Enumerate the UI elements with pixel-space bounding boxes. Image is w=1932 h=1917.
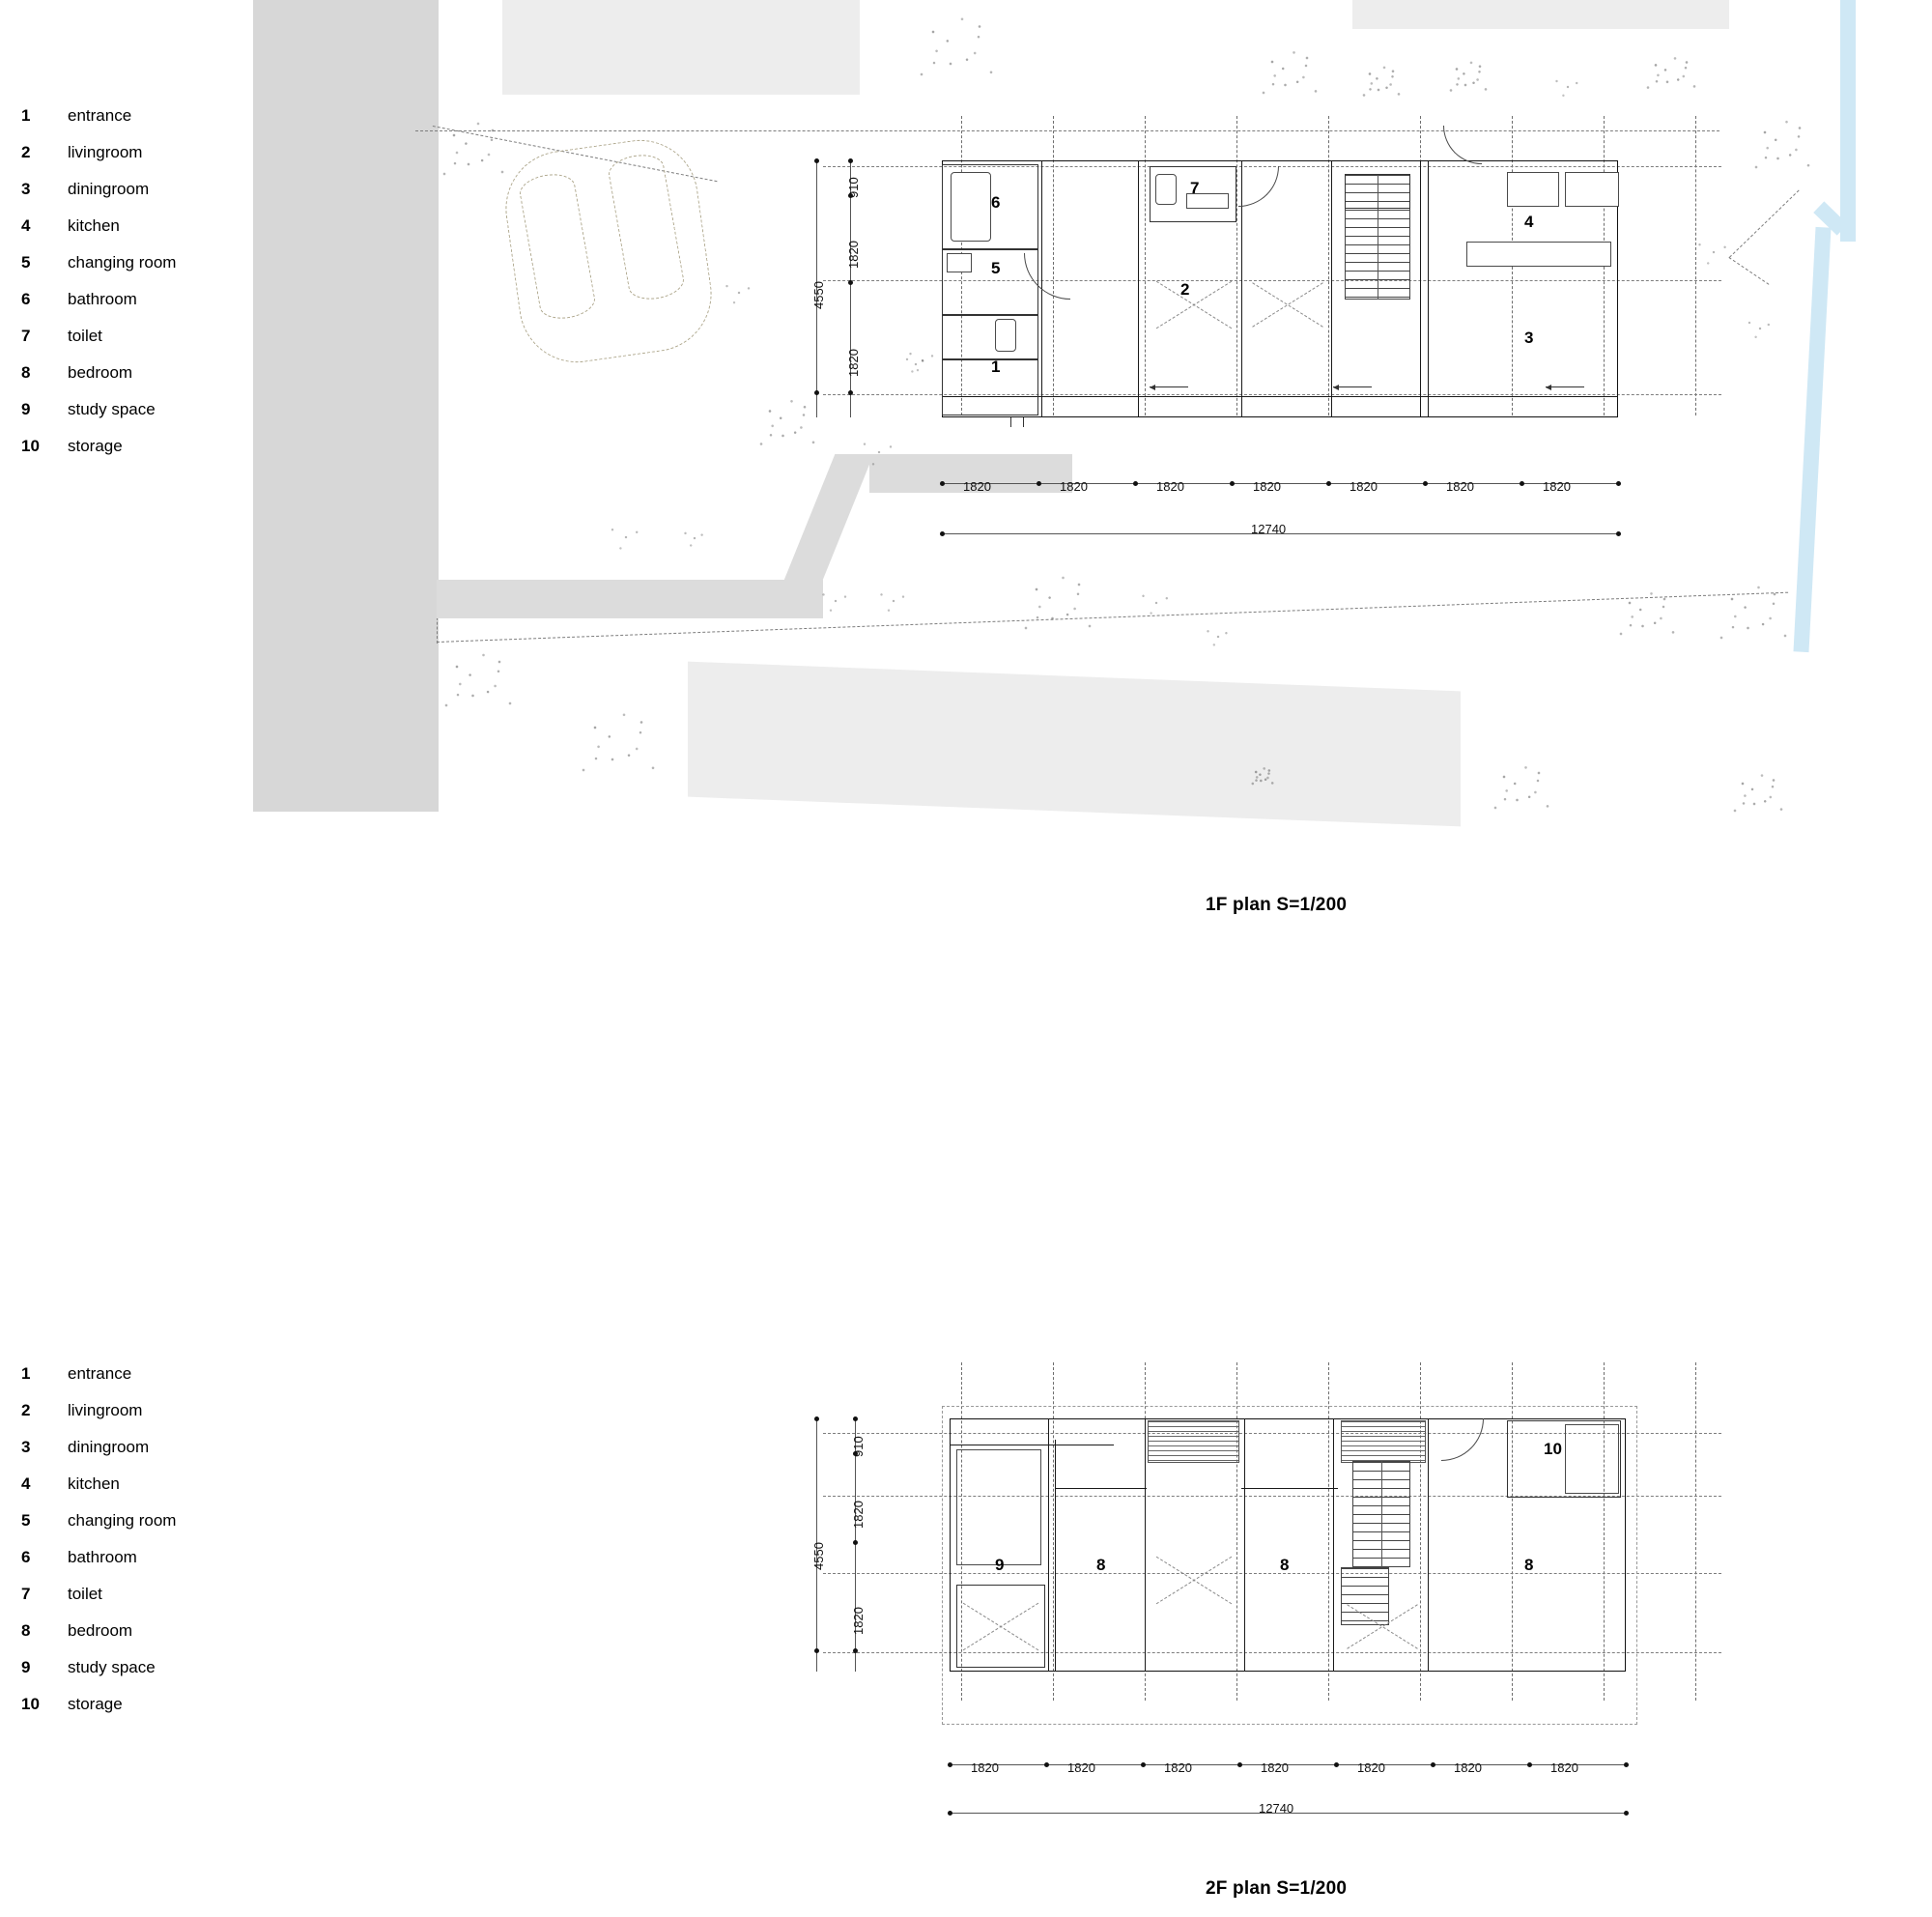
legend-number: 5 [21, 1511, 31, 1530]
legend-label: changing room [68, 253, 177, 272]
partition [1333, 1418, 1334, 1672]
tree [560, 696, 676, 802]
legend-number: 7 [21, 1585, 31, 1603]
stair-landing [1345, 174, 1410, 209]
legend-item [0, 437, 251, 473]
shrub [1686, 227, 1742, 277]
room-entrance [942, 359, 1038, 415]
legend-label: entrance [68, 106, 132, 125]
dim-bay-vertical: 1820 [846, 349, 861, 377]
legend-number: 3 [21, 1438, 31, 1456]
tree [1633, 48, 1710, 104]
dim-tick [1237, 1762, 1242, 1767]
partition [1331, 160, 1332, 417]
dim-bay: 1820 [1261, 1760, 1289, 1775]
legend-2f [0, 1364, 251, 1731]
closet-marker [1341, 1585, 1424, 1668]
dim-overall: 12740 [1259, 1801, 1294, 1816]
partition [1055, 1440, 1056, 1672]
room-number: 7 [1190, 179, 1200, 197]
legend-number: 7 [21, 327, 31, 345]
legend-label: kitchen [68, 216, 120, 235]
dim-tick [1037, 481, 1041, 486]
legend-number: 9 [21, 1658, 31, 1676]
grid-line [1695, 1362, 1696, 1701]
dim-tick [814, 390, 819, 395]
dim-bay: 1820 [1253, 479, 1281, 494]
tree [1739, 106, 1826, 193]
sink-counter [1507, 172, 1559, 207]
legend-item [0, 1548, 251, 1585]
legend-item [0, 1585, 251, 1621]
dim-tick [814, 158, 819, 163]
legend-label: livingroom [68, 1401, 143, 1419]
room-number: 5 [991, 259, 1001, 277]
dim-tick [1133, 481, 1138, 486]
legend-label: livingroom [68, 143, 143, 161]
tree [1352, 58, 1410, 111]
legend-label: storage [68, 437, 123, 455]
tree [1246, 39, 1333, 116]
legend-number: 10 [21, 437, 40, 455]
dim-bay-vertical: 910 [846, 177, 861, 198]
legend-number: 5 [21, 253, 31, 272]
dim-bay: 1820 [1350, 479, 1378, 494]
legend-label: toilet [68, 1585, 102, 1603]
dim-tick [1334, 1762, 1339, 1767]
legend-number: 8 [21, 363, 31, 382]
dim-bay: 1820 [1357, 1760, 1385, 1775]
dim-bay: 1820 [1550, 1760, 1578, 1775]
dim-tick [1520, 481, 1524, 486]
dim-tick [948, 1762, 952, 1767]
legend-item [0, 1401, 251, 1438]
legend-label: entrance [68, 1364, 132, 1383]
dim-tick [814, 1416, 819, 1421]
shrub [1198, 618, 1238, 655]
wc-fixture [995, 319, 1016, 352]
partition [1138, 160, 1139, 417]
grid-line [415, 130, 1719, 131]
tree [744, 386, 831, 469]
dim-tick [1141, 1762, 1146, 1767]
legend-item [0, 143, 251, 180]
legend-number: 2 [21, 1401, 31, 1419]
dim-overall-vertical: 4550 [811, 281, 826, 309]
legend-label: study space [68, 1658, 156, 1676]
door-swing [1443, 126, 1482, 164]
tree [1604, 580, 1690, 657]
legend-number: 10 [21, 1695, 40, 1713]
site-block-left [253, 0, 439, 812]
dim-tick [1616, 531, 1621, 536]
legend-number: 6 [21, 1548, 31, 1566]
dim-bay: 1820 [963, 479, 991, 494]
legend-item [0, 1511, 251, 1548]
dim-tick [853, 1648, 858, 1653]
dim-tick [1230, 481, 1235, 486]
legend-label: kitchen [68, 1474, 120, 1493]
legend-item [0, 1658, 251, 1695]
cooktop-counter [1565, 172, 1619, 207]
legend-label: bathroom [68, 290, 137, 308]
caption-2f: 2F plan S=1/200 [1206, 1878, 1348, 1899]
legend-number: 2 [21, 143, 31, 161]
legend-label: bedroom [68, 1621, 133, 1640]
dim-bay: 1820 [1156, 479, 1184, 494]
room-number: 1 [991, 358, 1001, 376]
partition [1241, 1488, 1338, 1489]
dim-tick [1431, 1762, 1435, 1767]
legend-label: bedroom [68, 363, 133, 382]
dim-overall: 12740 [1251, 522, 1287, 536]
legend-item [0, 180, 251, 216]
shrub [1546, 68, 1590, 106]
washer-fixture [947, 253, 972, 272]
legend-1f [0, 106, 251, 473]
partition [1048, 1418, 1049, 1672]
room-number: 9 [995, 1556, 1005, 1574]
legend-number: 1 [21, 106, 31, 125]
dim-tick [1326, 481, 1331, 486]
caption-1f: 1F plan S=1/200 [1206, 895, 1348, 915]
slide-direction-arrow [1150, 386, 1188, 387]
site-block-topright [1352, 0, 1729, 29]
river-upper [1840, 0, 1856, 242]
legend-item [0, 363, 251, 400]
tree [425, 638, 531, 734]
shrub [811, 580, 860, 622]
legend-number: 6 [21, 290, 31, 308]
dim-bay-vertical: 1820 [846, 241, 861, 269]
dim-tick [1423, 481, 1428, 486]
dim-tick [1624, 1811, 1629, 1816]
legend-label: diningroom [68, 1438, 150, 1456]
dim-tick [853, 1416, 858, 1421]
void-marker [1150, 222, 1238, 386]
room-number: 3 [1524, 329, 1534, 347]
dim-bay-vertical: 1820 [851, 1607, 866, 1635]
shrub [1130, 580, 1182, 626]
dim-tick [1044, 1762, 1049, 1767]
dim-tick [814, 1648, 819, 1653]
legend-label: study space [68, 400, 156, 418]
tree [425, 106, 522, 203]
tree [1478, 754, 1565, 831]
dim-bay-vertical: 910 [851, 1436, 866, 1457]
dim-tick [1616, 481, 1621, 486]
legend-item [0, 1438, 251, 1474]
legend-number: 4 [21, 216, 31, 235]
legend-number: 9 [21, 400, 31, 418]
tree [1700, 570, 1806, 667]
legend-item [0, 290, 251, 327]
legend-label: diningroom [68, 180, 150, 198]
dim-tick [940, 481, 945, 486]
dim-tick [1624, 1762, 1629, 1767]
partition [1055, 1488, 1147, 1489]
room-number: 6 [991, 193, 1001, 212]
legend-label: bathroom [68, 1548, 137, 1566]
legend-item [0, 1621, 251, 1658]
site-block-bottom [688, 662, 1461, 827]
dim-bay-vertical: 1820 [851, 1501, 866, 1529]
shrub [869, 580, 918, 622]
room-number: 8 [1280, 1556, 1290, 1574]
dim-bay: 1820 [1543, 479, 1571, 494]
legend-label: toilet [68, 327, 102, 345]
room-toilet-lower [942, 315, 1038, 359]
shrub [715, 271, 763, 315]
bathtub-fixture [951, 172, 991, 242]
legend-item [0, 1364, 251, 1401]
dim-bay: 1820 [1164, 1760, 1192, 1775]
tree [898, 0, 1014, 106]
dim-bay: 1820 [1060, 479, 1088, 494]
legend-item [0, 216, 251, 253]
legend-number: 4 [21, 1474, 31, 1493]
tree [1439, 53, 1497, 106]
dim-tick [940, 531, 945, 536]
grid-line [1695, 116, 1696, 415]
dim-tick [848, 280, 853, 285]
partition [1145, 1418, 1146, 1672]
site-block-topleft [502, 0, 860, 95]
dim-bay: 1820 [1067, 1760, 1095, 1775]
dim-bay: 1820 [1446, 479, 1474, 494]
partition [1244, 1418, 1245, 1672]
legend-item [0, 1695, 251, 1731]
study-desk [956, 1449, 1041, 1565]
room-number: 4 [1524, 213, 1534, 231]
shrub [599, 512, 653, 562]
tree [1005, 560, 1111, 657]
approach-path-1 [437, 580, 823, 618]
dim-tick [1527, 1762, 1532, 1767]
tree [1719, 763, 1797, 831]
dim-line-vertical [850, 160, 851, 417]
river-lower [1793, 227, 1831, 652]
slide-direction-arrow [1546, 386, 1584, 387]
partition [1420, 160, 1421, 417]
legend-number: 1 [21, 1364, 31, 1383]
legend-label: changing room [68, 1511, 177, 1530]
legend-label: storage [68, 1695, 123, 1713]
legend-number: 3 [21, 180, 31, 198]
legend-item [0, 106, 251, 143]
dim-tick [948, 1811, 952, 1816]
room-number: 8 [1096, 1556, 1106, 1574]
wc-fixture [1155, 174, 1177, 205]
room-number: 8 [1524, 1556, 1534, 1574]
kitchen-island [1466, 242, 1611, 267]
storage-shelf [1565, 1424, 1619, 1494]
shrub [898, 348, 933, 381]
dim-tick [853, 1540, 858, 1545]
partition [1428, 160, 1429, 417]
legend-item [0, 327, 251, 363]
dim-tick [848, 390, 853, 395]
room-number: 10 [1544, 1440, 1562, 1458]
driveway-outline [498, 132, 720, 370]
shrub [676, 522, 713, 555]
shrub [850, 425, 908, 479]
entrance-step-marker [1010, 417, 1024, 427]
slide-direction-arrow [1333, 386, 1372, 387]
void-marker [1246, 222, 1329, 386]
partition [1428, 1418, 1429, 1672]
shrub [1739, 309, 1781, 348]
dim-overall-vertical: 4550 [811, 1542, 826, 1570]
dim-bay: 1820 [1454, 1760, 1482, 1775]
legend-item [0, 253, 251, 290]
shrub [1246, 763, 1279, 792]
legend-number: 8 [21, 1621, 31, 1640]
legend-item [0, 1474, 251, 1511]
stair-center-line [1381, 1461, 1382, 1567]
closet-box [956, 1585, 1045, 1668]
void-marker [1150, 1493, 1238, 1667]
dim-tick [848, 158, 853, 163]
louver-panel [1148, 1420, 1239, 1463]
front-wall [942, 396, 1618, 397]
dim-bay: 1820 [971, 1760, 999, 1775]
legend-item [0, 400, 251, 437]
louver-panel [1341, 1420, 1426, 1463]
room-number: 2 [1180, 280, 1190, 299]
